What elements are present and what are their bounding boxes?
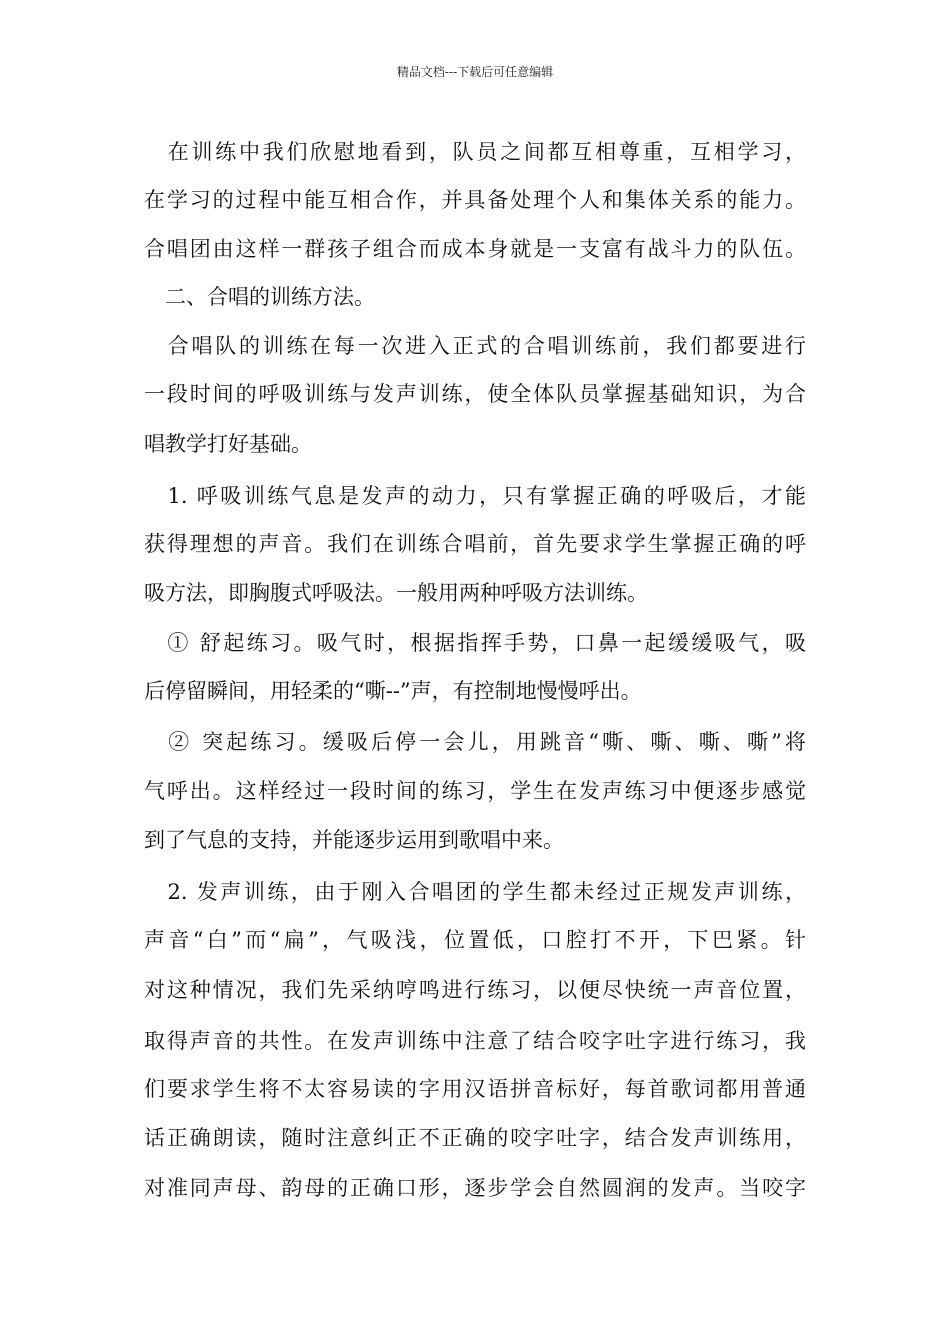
text-line: 二、合唱的训练方法。 [144, 285, 375, 309]
text-line: 唱教学打好基础。 [144, 432, 312, 456]
page-header: 精品文档---下载后可任意编辑 [396, 65, 554, 79]
text-line: 合唱团由这样一群孩子组合而成本身就是一支富有战斗力的队伍。 [144, 237, 806, 261]
text-line: 话正确朗读，随时注意纠正不正确的咬字吐字，结合发声训练用， [144, 1126, 806, 1150]
text-line: 后停留瞬间，用轻柔的“嘶--”声，有控制地慢慢呼出。 [144, 679, 642, 703]
text-line: 合唱队的训练在每一次进入正式的合唱训练前，我们都要进行 [144, 334, 806, 358]
text-line: 们要求学生将不太容易读的字用汉语拼音标好，每首歌词都用普通 [144, 1077, 806, 1101]
text-line: 2. 发声训练，由于刚入合唱团的学生都未经过正规发声训练， [144, 880, 806, 904]
text-line: 对这种情况，我们先采纳哼鸣进行练习，以便尽快统一声音位置， [144, 978, 806, 1002]
text-line: 气呼出。这样经过一段时间的练习，学生在发声练习中便逐步感觉 [144, 779, 806, 803]
text-line: 1. 呼吸训练气息是发声的动力，只有掌握正确的呼吸后，才能 [144, 484, 806, 508]
text-line: 在学习的过程中能互相合作，并具备处理个人和集体关系的能力。 [144, 188, 806, 212]
text-line: 对准同声母、韵母的正确口形，逐步学会自然圆润的发声。当咬字 [144, 1176, 806, 1200]
text-line: 到了气息的支持，并能逐步运用到歌唱中来。 [144, 828, 564, 852]
text-line: 取得声音的共性。在发声训练中注意了结合咬字吐字进行练习，我 [144, 1029, 806, 1053]
text-line: 一段时间的呼吸训练与发声训练，使全体队员掌握基础知识，为合 [144, 382, 806, 406]
text-line: 在训练中我们欣慰地看到，队员之间都互相尊重，互相学习， [144, 140, 806, 164]
text-line: 获得理想的声音。我们在训练合唱前，首先要求学生掌握正确的呼 [144, 532, 806, 556]
text-line: ① 舒起练习。吸气时，根据指挥手势，口鼻一起缓缓吸气，吸 [144, 631, 806, 655]
text-line: 声音“白”而“扁”，气吸浅，位置低，口腔打不开，下巴紧。针 [144, 928, 806, 952]
text-line: 吸方法，即胸腹式呼吸法。一般用两种呼吸方法训练。 [144, 581, 648, 605]
text-line: ② 突起练习。缓吸后停一会儿，用跳音“嘶、嘶、嘶、嘶”将 [144, 730, 806, 754]
